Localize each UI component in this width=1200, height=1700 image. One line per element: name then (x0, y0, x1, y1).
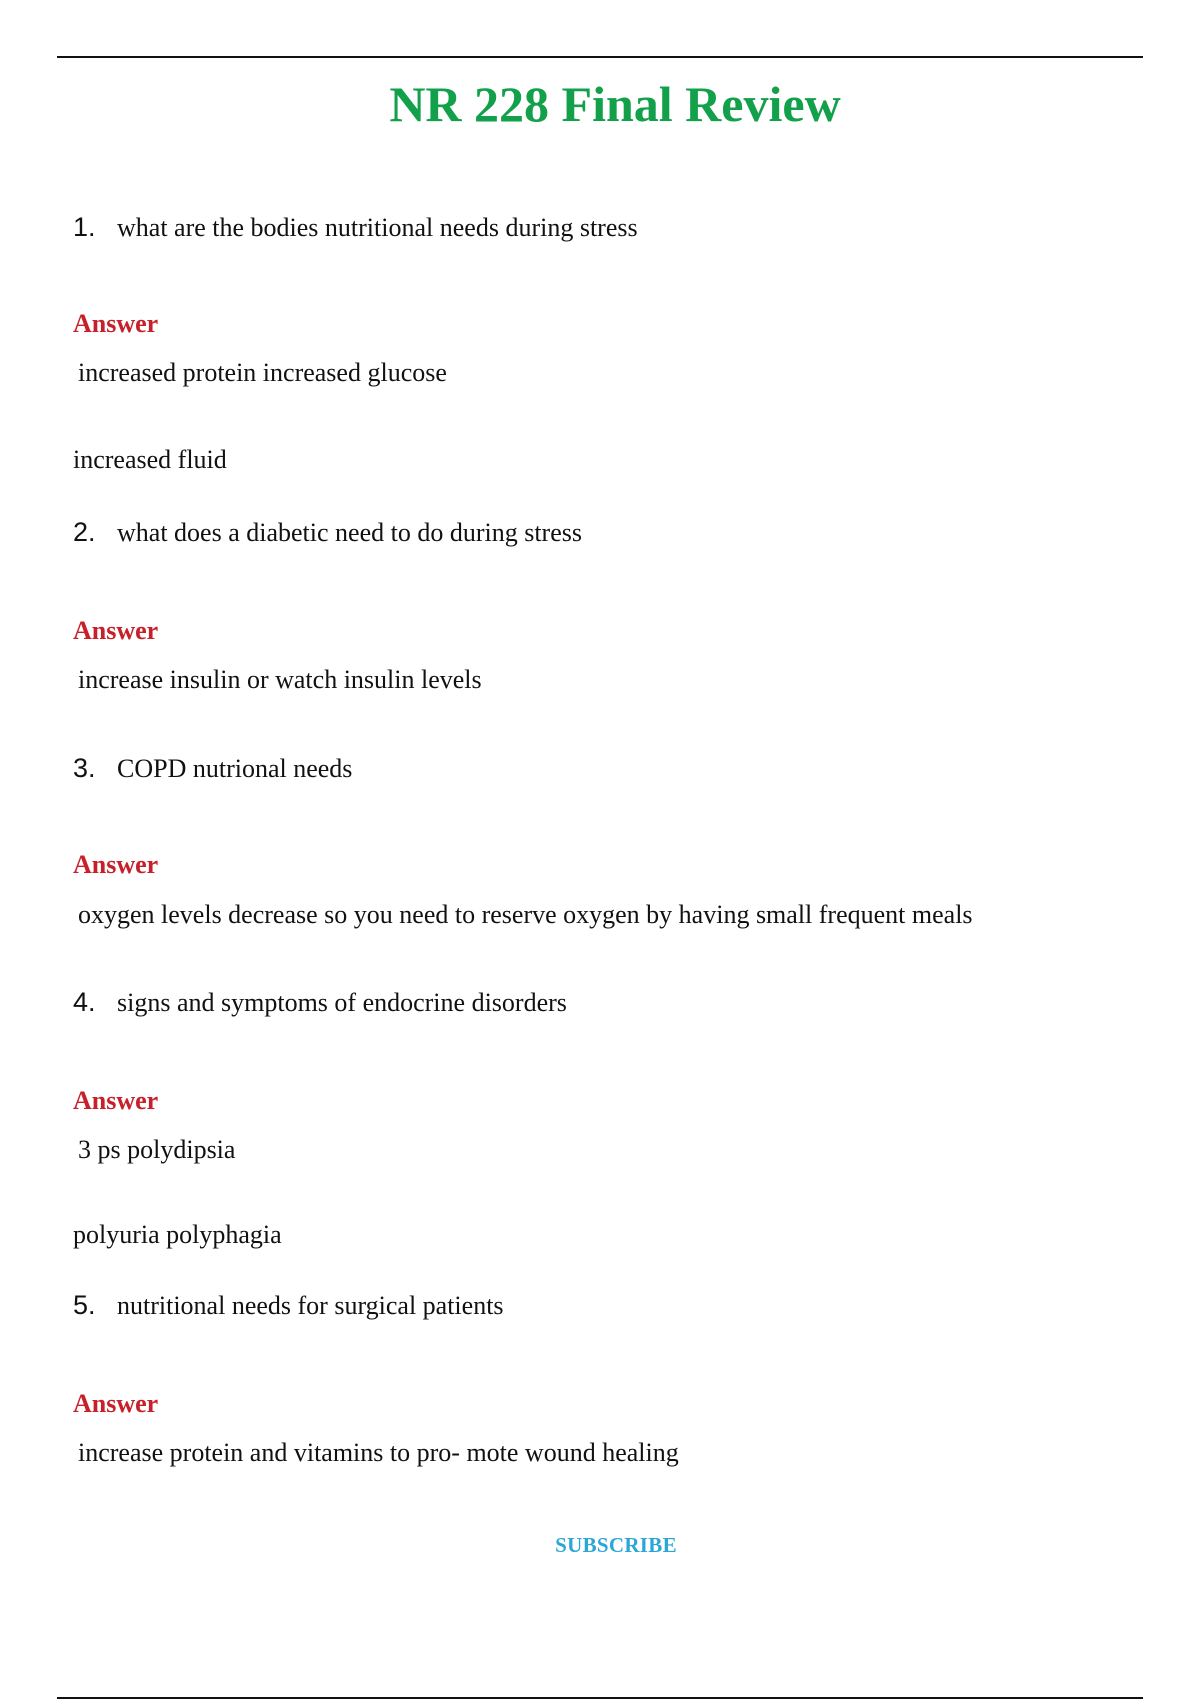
answer-text: increased fluid (73, 445, 227, 474)
question-number: 3. (73, 753, 96, 783)
question-text: COPD nutrional needs (117, 754, 353, 783)
question-number: 4. (73, 987, 96, 1017)
answer-label: Answer (73, 1086, 159, 1115)
question-2 (73, 515, 582, 550)
document-title: NR 228 Final Review (389, 76, 841, 132)
answer-label: Answer (73, 1389, 159, 1418)
subscribe-link[interactable]: SUBSCRIBE (555, 1533, 677, 1557)
answer-label: Answer (73, 850, 159, 879)
answer-text: increase insulin or watch insulin levels (78, 665, 482, 694)
question-text: what does a diabetic need to do during stress (117, 518, 582, 547)
answer-label: Answer (73, 309, 159, 338)
question-text: what are the bodies nutritional needs during stress (117, 213, 638, 242)
question-text: signs and symptoms of endocrine disorders (117, 988, 567, 1017)
question-5 (73, 1288, 504, 1323)
answer-text: oxygen levels decrease so you need to reserve oxygen by having small frequent meals (78, 900, 973, 929)
question-number: 5. (73, 1290, 96, 1320)
question-3 (73, 751, 352, 786)
question-text: nutritional needs for surgical patients (117, 1291, 504, 1320)
answer-text: polyuria polyphagia (73, 1220, 282, 1249)
question-1 (73, 210, 638, 245)
answer-text: increase protein and vitamins to pro- mote wound healing (78, 1438, 679, 1467)
answer-label: Answer (73, 616, 159, 645)
question-number: 1. (73, 212, 96, 242)
top-rule (57, 56, 1143, 58)
bottom-rule (57, 1697, 1143, 1699)
question-4 (73, 985, 567, 1020)
answer-text: increased protein increased glucose (78, 358, 447, 387)
answer-text: 3 ps polydipsia (78, 1135, 236, 1164)
question-number: 2. (73, 517, 96, 547)
